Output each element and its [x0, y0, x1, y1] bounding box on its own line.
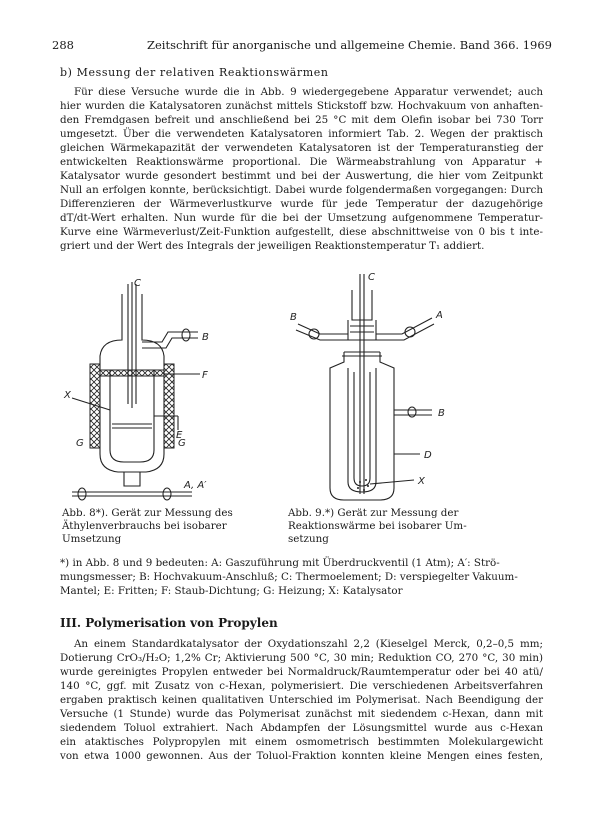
running-title: Zeitschrift für anorganische und allgemeine Chemie. Band 366. 1969 [147, 38, 552, 52]
text-line: Für diese Versuche wurde die in Abb. 9 wiedergegebene Apparatur verwendet; auch [74, 86, 543, 98]
caption-line: setzung [288, 533, 329, 545]
fig9-label-b-top: B [290, 312, 297, 323]
text-line: den Fremdgasen befreit und anschließend bei 25 °C mit dem Olefin isobar bei 730 Torr [60, 114, 543, 126]
section-iii-paragraph [60, 637, 543, 763]
fig8-label-g-right: G [178, 438, 186, 449]
text-line: gleichen Wärmekapazität der verwendeten Katalysatoren ist der Temperaturanstieg der [60, 142, 543, 154]
text-line: ergaben praktisch keinen qualitativen Unterschied im Polymerisat. Nach Beendigung der [60, 694, 543, 706]
fig8-label-g-left: G [76, 438, 84, 449]
text-line: Dotierung CrO₃/H₂O; 1,2% Cr; Aktivierung 500 °C, 30 min; Reduktion CO, 270 °C, 30 min) [60, 652, 543, 664]
text-line: griert und der Wert des Integrals der jeweiligen Reaktionstemperatur T₁ addiert. [60, 240, 485, 252]
text-line: Differenzieren der Wärmeverlustkurve wurde für jede Temperatur der dazugehörige [60, 198, 543, 210]
text-line: Null an erfolgen konnte, berücksichtigt. Dabei wurde folgendermaßen vorgegangen: Durch [60, 184, 543, 196]
text-line: entwickelten Reaktionswärme proportional. Die Wärmeabstrahlung von Apparatur + [60, 156, 543, 168]
text-line: siedendem Toluol extrahiert. Nach Abdampfen der Lösungsmittel wurde aus c-Hexan [60, 722, 543, 734]
text-line: 140 °C, ggf. mit Zusatz von c-Hexan, polymerisiert. Die verschiedenen Arbeitsverfahren [60, 680, 543, 692]
fig9-label-d: D [424, 450, 432, 461]
text-line: Kurve eine Wärmeverlust/Zeit-Funktion aufgestellt, diese abschnittweise von 0 bis t inte- [60, 226, 543, 238]
figure-8-caption [62, 507, 242, 546]
section-iii-heading: III. Polymerisation von Propylen [60, 616, 278, 630]
text-line: dT/dt-Wert erhalten. Nun wurde für die bei der Umsetzung aufgenommene Temperatur- [60, 212, 543, 224]
footnote-line: *) in Abb. 8 und 9 bedeuten: A: Gaszuführung mit Überdruckventil (1 Atm); A′: Strö- [60, 557, 500, 569]
figure-footnote [60, 556, 543, 598]
caption-line: Reaktionswärme bei isobarer Um- [288, 520, 467, 532]
fig8-label-b: B [202, 332, 209, 343]
section-b-paragraph [60, 85, 543, 253]
fig9-label-a: A [436, 310, 443, 321]
fig9-label-x: X [418, 476, 425, 487]
caption-line: Abb. 9.*) Gerät zur Messung der [288, 507, 459, 519]
fig9-label-b-side: B [438, 408, 445, 419]
text-line: Katalysator wurde gesondert bestimmt und bei der Auswertung, die hier vom Zeitpunkt [60, 170, 543, 182]
text-line: Versuche (1 Stunde) wurde das Polymerisat zunächst mit siedendem c-Hexan, dann mit [60, 708, 543, 720]
text-line: An einem Standardkatalysator der Oxydationszahl 2,2 (Kieselgel Merck, 0,2–0,5 mm; [74, 638, 543, 650]
text-line: ein ataktisches Polypropylen mit einem osmometrisch bestimmten Molekulargewicht [60, 736, 543, 748]
fig8-label-aa: A, A′ [184, 480, 207, 491]
fig8-label-c: C [134, 278, 141, 289]
caption-line: Abb. 8*). Gerät zur Messung des [62, 507, 233, 519]
text-line: hier wurden die Katalysatoren zunächst mittels Stickstoff bzw. Hochvakuum von anhaften- [60, 100, 543, 112]
fig8-label-x: X [64, 390, 71, 401]
footnote-line: Mantel; E: Fritten; F: Staub-Dichtung; G: Heizung; X: Katalysator [60, 585, 403, 597]
fig8-label-f: F [202, 370, 208, 381]
figure-9-caption [288, 507, 468, 546]
figure-9-apparatus [270, 262, 460, 504]
footnote-line: mungsmesser; B: Hochvakuum-Anschluß; C: Thermoelement; D: verspiegelter Vakuum- [60, 571, 518, 583]
page-number: 288 [52, 38, 74, 52]
text-line: wurde gereinigtes Propylen entweder bei Normaldruck/Raumtemperatur oder bei 40 atü/ [60, 666, 543, 678]
caption-line: Äthylenverbrauchs bei isobarer [62, 520, 227, 532]
figure-8-apparatus [52, 274, 252, 504]
fig9-label-c: C [368, 272, 375, 283]
text-line: umgesetzt. Über die verwendeten Katalysatoren informiert Tab. 2. Wegen der praktisch [60, 128, 543, 140]
caption-line: Umsetzung [62, 533, 122, 545]
section-b-heading: b) Messung der relativen Reaktionswärmen [60, 66, 329, 79]
text-line: von etwa 1000 gewonnen. Aus der Toluol-Fraktion konnten kleine Mengen eines festen, [60, 750, 543, 762]
fig8-label-e: E [176, 430, 183, 441]
